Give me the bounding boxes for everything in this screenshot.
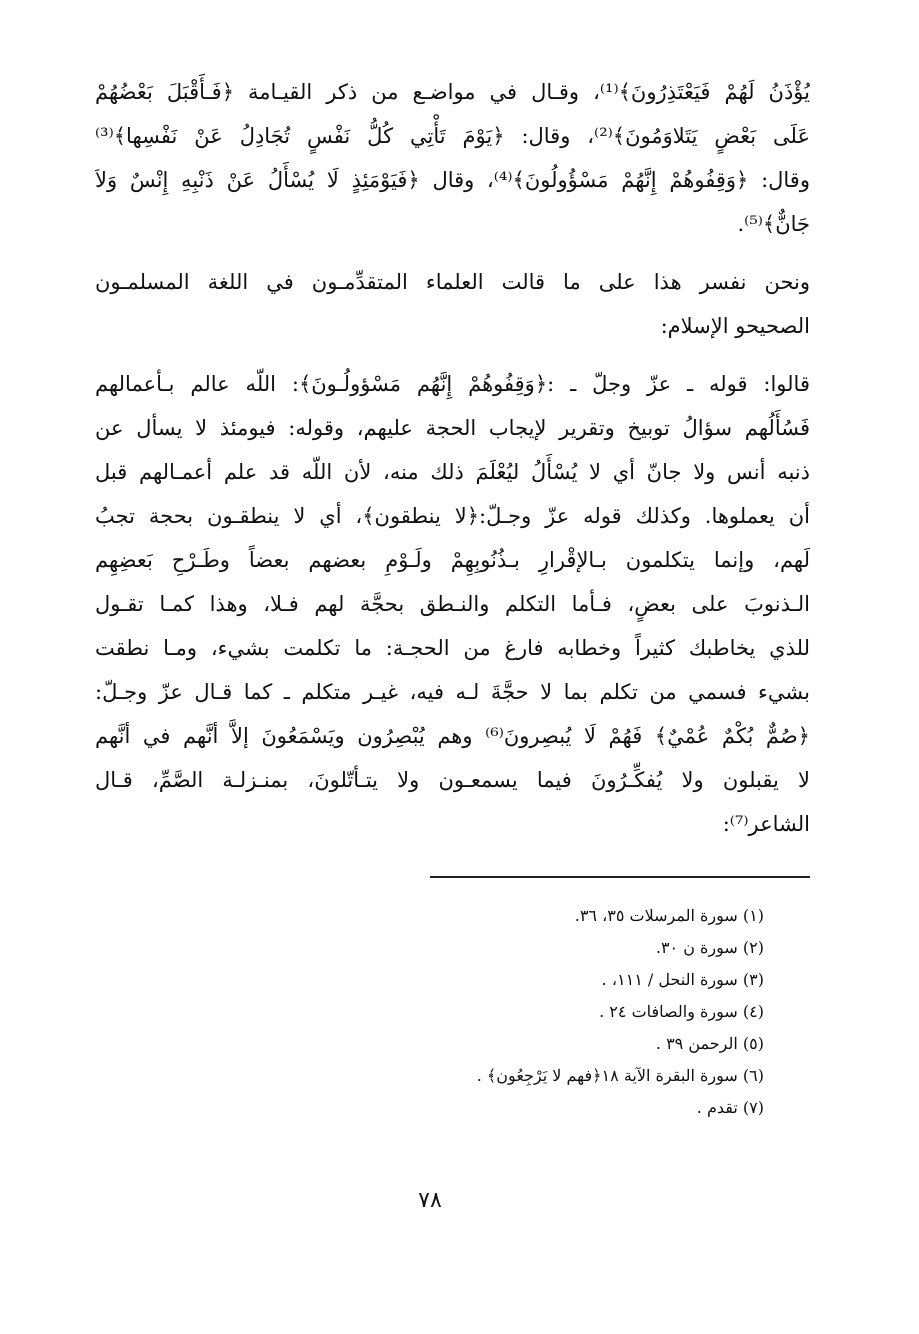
text-line: ﴿صُمٌّ بُكْمٌ عُمْيٌ﴾ فَهُمْ لَا يُبصِرونَ⁽⁶⁾ وهم يُبْصِرُون ويَسْمَعُونَ إلاَّ أنَّهم في أنَّهم (95, 724, 810, 748)
footnote-item: (٧) تقدم . (696, 1098, 764, 1117)
paragraph-2 (95, 260, 810, 348)
footnote-separator (430, 876, 810, 878)
footnote-item: (٣) سورة النحل / ١١١، . (601, 970, 764, 989)
text-line: جَانٌّ﴾⁽⁵⁾. (737, 212, 810, 236)
page-number: ٧٨ (418, 1188, 442, 1213)
footnotes (430, 900, 764, 1124)
footnote-item: (١) سورة المرسلات ٣٥، ٣٦. (574, 906, 764, 925)
footnote-item: (٤) سورة والصافات ٢٤ . (599, 1002, 764, 1021)
text-line: ونحن نفسر هذا على ما قالت العلماء المتقدِّمـون في اللغة المسلمـون (95, 270, 810, 294)
text-line: لَهم، وإنما يتكلمون بـالإقْرارِ بـذُنُوبِهِمْ ولَـوْمِ بعضهم بعضاً وطَـرْحِ بَعضِهِم (95, 548, 810, 572)
text-line: عَلَى بَعْضٍ يَتَلاوَمُونَ﴾⁽²⁾، وقال: ﴿يَوْمَ تَأْتِي كُلُّ نَفْسٍ تُجَادِلُ عَنْ نَفْسِها﴾⁽³⁾ (95, 124, 810, 148)
footnote-item: (٥) الرحمن ٣٩ . (655, 1034, 764, 1053)
text-line: فَسُأَلُهم سؤالُ توبيخ وتقرير لإيجاب الحجة عليهم، وقوله: فيومئذ لا يسأل عن (95, 416, 810, 440)
text-line: بشيء فسمي من تكلم بما لا حجَّةَ لـه فيه، غيـر متكلم ـ كما قـال عزّ وجـلّ: (95, 680, 810, 704)
text-line: الشاعر⁽⁷⁾: (722, 812, 810, 836)
paragraph-3 (95, 362, 810, 846)
footnote-item: (٢) سورة ن ٣٠. (655, 938, 764, 957)
text-line: الصحيحو الإسلام: (660, 314, 810, 338)
text-line: يُؤْذَنُ لَهُمْ فَيَعْتَذِرُونَ﴾⁽¹⁾، وقـال في مواضـع من ذكر القيـامة ﴿فَـأَقْبَلَ بَعْضُهُمْ (95, 80, 810, 104)
text-line: لا يقبلون ولا يُفكِّـرُونَ فيما يسمعـون ولا يتـأتّلونَ، بمنـزلـة الصَّمِّ، قـال (95, 768, 810, 792)
paragraph-1 (95, 70, 810, 246)
footnote-item: (٦) سورة البقرة الآية ١٨﴿فهم لا يَرْجِعُون﴾ . (476, 1066, 764, 1085)
text-line: للذي يخاطبك كثيراً وخطابه فارغ من الحجـة: ما تكلمت بشيء، ومـا نطقت (95, 636, 810, 660)
text-line: الـذنوبَ على بعضٍ، فـأما التكلم والنـطق بحجَّة لهم فـلا، وهذا كمـا تقـول (95, 592, 810, 616)
text-line: قالوا: قوله ـ عزّ وجلّ ـ :﴿وَقِفُوهُمْ إِنَّهُم مَسْؤولُـونَ﴾: اللّه عالم بـأعمالهم (95, 372, 810, 396)
text-line: وقال: ﴿وَقِفُوهُمْ إِنَّهُمْ مَسْؤُولُونَ﴾⁽⁴⁾، وقال ﴿فَيَوْمَئِذٍ لَا يُسْأَلُ عَنْ ذَنْبِهِ إِنْسٌ وَلاَ (95, 168, 810, 192)
text-line: أن يعملوها. وكذلك قوله عزّ وجـلّ:﴿لا ينطقون﴾، أي لا ينطقـون بحجة تجبُ (95, 504, 810, 528)
text-line: ذنبه أنس ولا جانّ أي لا يُسْأَلُ ليُعْلَمَ ذلك منه، لأن اللّه قد علم أعمـالهم قبل (95, 460, 810, 484)
